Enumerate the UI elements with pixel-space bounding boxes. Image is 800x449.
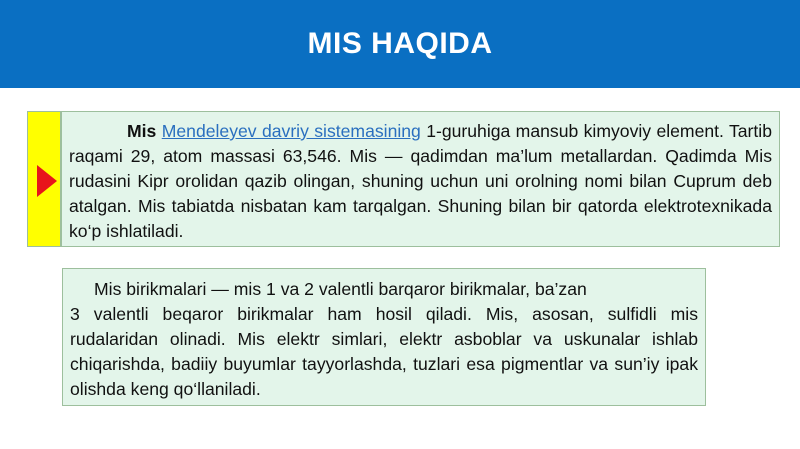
- paragraph-definition: [69, 119, 772, 244]
- paragraph-compounds-first-line: [70, 277, 698, 302]
- yellow-side-strip: [27, 111, 61, 247]
- term-mis: Mis: [127, 121, 157, 141]
- text-box-compounds: [62, 268, 706, 406]
- slide-header: [0, 0, 800, 88]
- mendeleyev-link[interactable]: Mendeleyev davriy sistemasining: [161, 121, 421, 141]
- slide-title: MIS HAQIDA: [307, 27, 493, 60]
- definition-text: 1-guruhiga mansub kimyoviy element. Tartib raqami 29, atom massasi 63,546. Mis — qadimdan ma’lum metallardan. Qadimda Mis rudasini Kipr orolidan qazib olingan, shuning uchun uni orolning nomi bilan Cuprum deb atalgan. Mis tabiatda nisbatan kam tarqalgan. Shuning bilan bir qatorda elektrotexnikada ko‘p ishlatiladi.: [69, 121, 772, 241]
- text-box-definition: [61, 111, 780, 247]
- compounds-line1: Mis birikmalari — mis 1 va 2 valentli barqaror birikmalar, ba’zan: [94, 279, 587, 299]
- paragraph-compounds: 3 valentli beqaror birikmalar ham hosil qiladi. Mis, asosan, sulfidli mis rudalaridan olinadi. Mis elektr simlari, elektr asboblar va uskunalar ishlab chiqarishda, badiiy buyumlar tayyorlashda, tuzlari esa pigmentlar va sun’iy ipak olishda keng qo‘llaniladi.: [70, 304, 698, 399]
- red-triangle-arrow-icon: [37, 165, 57, 197]
